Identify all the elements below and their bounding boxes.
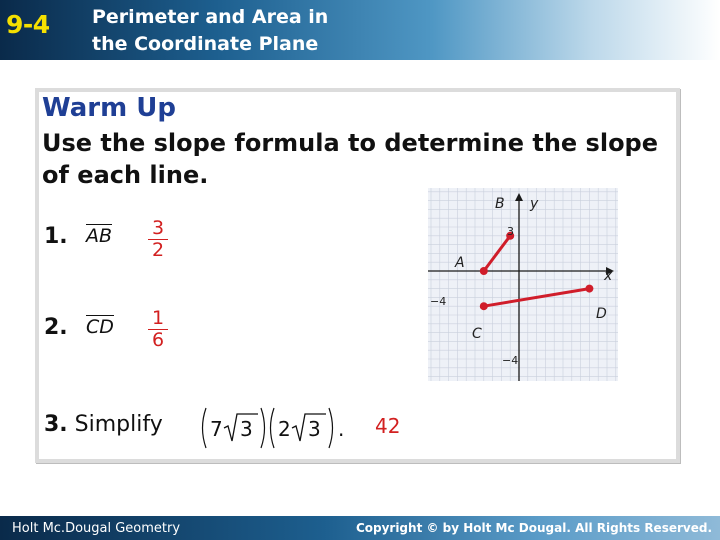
- radicand-2: 3: [308, 417, 321, 441]
- segment-ab: AB: [86, 225, 113, 247]
- warmup-instruction: Use the slope formula to determine the slope of each line.: [42, 129, 659, 189]
- lesson-badge: 9-4: [6, 10, 50, 39]
- answer-2-numerator: 1: [148, 308, 168, 330]
- problem-2-number: 2.: [44, 315, 68, 340]
- answer-2-fraction: [148, 308, 168, 351]
- label-a: A: [455, 255, 465, 271]
- tick-label-x-neg4: −4: [430, 295, 447, 308]
- label-y: y: [530, 196, 539, 212]
- coefficient-1: 7: [210, 417, 223, 441]
- title-line-2: the Coordinate Plane: [92, 33, 319, 55]
- point-c: [480, 302, 488, 310]
- label-x: x: [604, 268, 613, 284]
- title-line-1: Perimeter and Area in: [92, 6, 329, 28]
- tick-label-y3: 3: [507, 225, 514, 238]
- answer-1-denominator: 2: [151, 239, 165, 261]
- lesson-title: [92, 4, 328, 58]
- problem-3: [44, 412, 163, 437]
- problem-3-label: Simplify: [74, 412, 163, 437]
- warmup-title: Warm Up: [42, 93, 176, 123]
- coordinate-graph: [428, 188, 618, 381]
- radical-expression: [198, 404, 358, 452]
- problem-3-number: 3.: [44, 412, 68, 437]
- radicand-1: 3: [240, 417, 253, 441]
- coefficient-2: 2: [278, 417, 291, 441]
- point-d: [585, 285, 593, 293]
- right-paren-1: [261, 408, 265, 448]
- segment-cd: CD: [86, 316, 114, 338]
- answer-1-numerator: 3: [148, 218, 168, 240]
- label-b: B: [495, 196, 505, 212]
- right-paren-2: [329, 408, 333, 448]
- left-paren-1: [203, 408, 207, 448]
- point-a: [480, 267, 488, 275]
- answer-1-fraction: [148, 218, 168, 261]
- problem-1-number: 1.: [44, 224, 68, 249]
- left-paren-2: [271, 408, 275, 448]
- footer-publisher: Holt Mc.Dougal Geometry: [12, 521, 181, 536]
- tick-label-y-neg4: −4: [502, 354, 519, 367]
- answer-2-denominator: 6: [151, 329, 165, 351]
- label-d: D: [596, 306, 607, 322]
- footer-copyright: Copyright © by Holt Mc Dougal. All Rights Reserved.: [355, 521, 712, 535]
- answer-3: 42: [375, 414, 401, 438]
- expression-period: .: [338, 417, 345, 441]
- label-c: C: [472, 326, 482, 342]
